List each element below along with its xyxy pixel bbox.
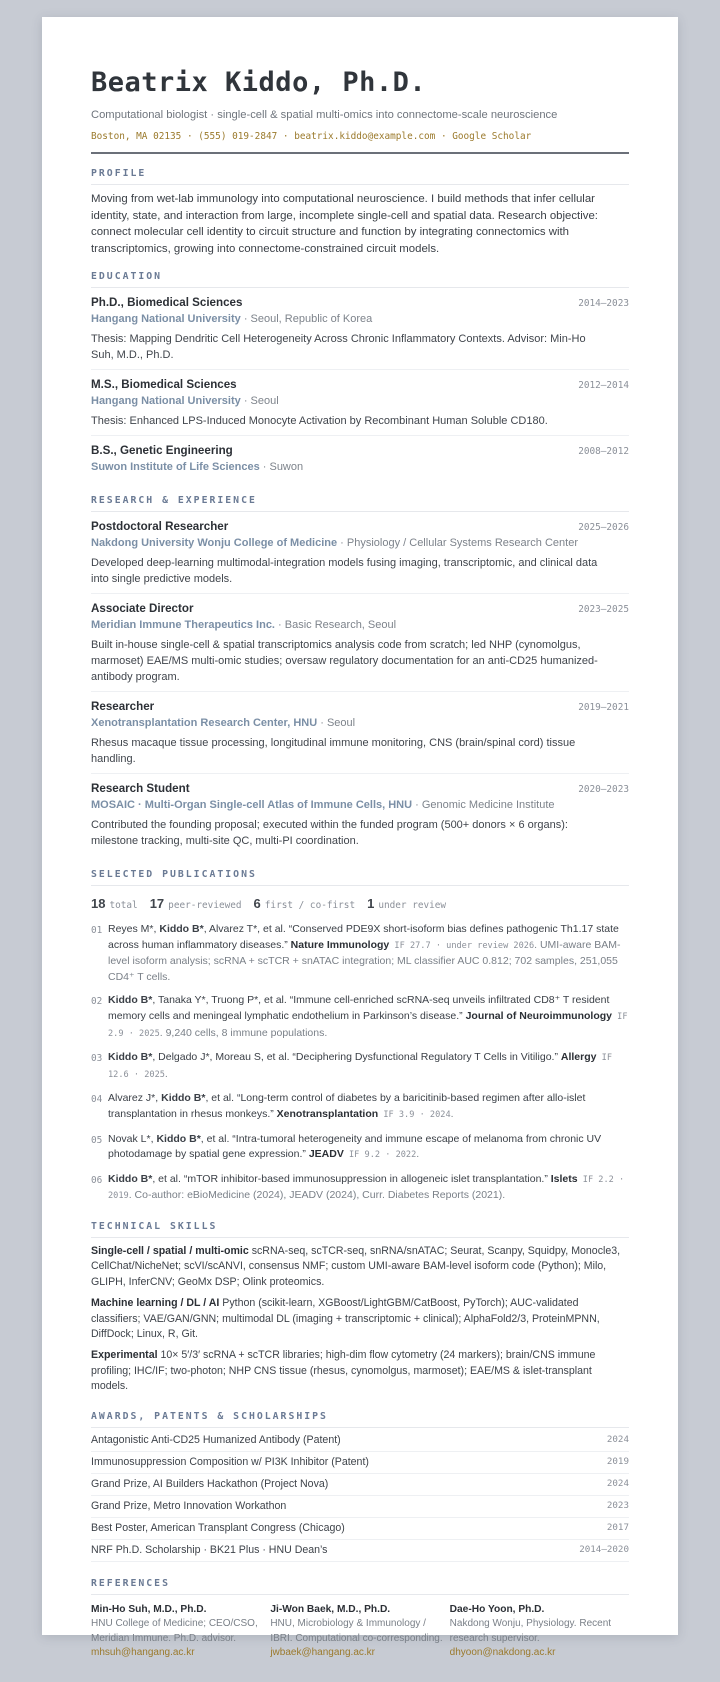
skill-details: scRNA-seq, scTCR-seq, snRNA/snATAC; Seurat, Scanpy, Squidpy, Monocle3, CellChat/NicheNet; scVI/scANVI, consensus NMF; custom UMI-aware BAM-level isoform code (Python); Milo, GLIPH, InferCNV; GeoMx DSP; Olink proteomics. <box>91 1244 621 1288</box>
authors-and-title: , Alvarez T*, et al. “Conserved PDE9X short-isoform bias defines pathogenic Th1.17 state across human inflammatory diseases.” <box>108 923 619 951</box>
reference-list <box>91 1603 629 1661</box>
award-item <box>91 1430 629 1452</box>
stat-label: total <box>109 900 138 911</box>
journal-name: Islets <box>550 1172 578 1185</box>
education-entry <box>91 436 629 481</box>
publication-item <box>91 1050 629 1083</box>
organization-name: Meridian Immune Therapeutics Inc. <box>91 619 275 631</box>
journal-name: Nature Immunology <box>290 938 390 951</box>
section-heading-skills: TECHNICAL SKILLS <box>91 1221 629 1238</box>
publication-notes: . <box>416 1148 420 1161</box>
award-list <box>91 1430 629 1562</box>
award-year: 2019 <box>606 1455 629 1467</box>
publication-citation <box>108 922 629 985</box>
author-self: Kiddo B* <box>108 994 153 1007</box>
impact-factor-year: IF 2.2 · 2019 <box>108 1174 625 1202</box>
reference-email-link[interactable]: jwbaek@hangang.ac.kr <box>270 1647 375 1659</box>
entry-date: 2012–2014 <box>578 380 629 391</box>
award-year: 2023 <box>606 1499 629 1511</box>
author-self: Kiddo B* <box>108 1051 153 1064</box>
entry-title: Research Student <box>91 782 190 795</box>
organization-name: Hangang National University <box>91 313 241 325</box>
award-name: Grand Prize, Metro Innovation Workathon <box>91 1499 287 1512</box>
entry-description: Rhesus macaque tissue processing, longitudinal immune monitoring, CNS (brain/spinal cord) tissue handling. <box>91 737 576 765</box>
reference-affiliation: Nakdong Wonju, Physiology. Recent research supervisor. <box>449 1618 612 1644</box>
publication-item <box>91 1172 629 1205</box>
impact-factor-year: IF 27.7 · under review 2026 <box>389 940 535 951</box>
award-name: NRF Ph.D. Scholarship · BK21 Plus · HNU Dean’s <box>91 1543 328 1556</box>
publication-stats <box>91 896 629 914</box>
organization-name: Hangang National University <box>91 395 241 407</box>
skill-category: Single-cell / spatial / multi-omic <box>91 1244 249 1257</box>
entry-title: B.S., Genetic Engineering <box>91 444 233 457</box>
contact-line: Boston, MA 02135 · (555) 019-2847 · beatrix.kiddo@example.com · Google Scholar <box>91 131 532 142</box>
award-year: 2024 <box>606 1433 629 1445</box>
award-name: Grand Prize, AI Builders Hackathon (Project Nova) <box>91 1477 329 1490</box>
entry-description: Built in-house single-cell & spatial transcriptomics analysis code from scratch; led NHP (cynomolgus, marmoset) EAE/MS multi-omic studies; oversaw regulatory documentation for an anti-CD25 humanized-antibody program. <box>91 639 598 683</box>
section-heading-experience: RESEARCH & EXPERIENCE <box>91 495 629 512</box>
section-heading-education: EDUCATION <box>91 271 629 288</box>
award-item <box>91 1540 629 1562</box>
publication-notes: . 9,240 cells, 8 immune populations. <box>159 1026 328 1039</box>
section-heading-awards: AWARDS, PATENTS & SCHOLARSHIPS <box>91 1411 629 1428</box>
publication-citation <box>108 993 629 1042</box>
publication-item <box>91 922 629 985</box>
section-heading-references: REFERENCES <box>91 1578 629 1595</box>
award-name: Immunosuppression Composition w/ PI3K Inhibitor (Patent) <box>91 1455 369 1468</box>
reference-name: Min-Ho Suh, M.D., Ph.D. <box>91 1603 207 1615</box>
education-entry <box>91 288 629 370</box>
stat-label: first / co-first <box>264 900 356 911</box>
reference-name: Dae-Ho Yoon, Ph.D. <box>449 1603 545 1615</box>
reference-email-link[interactable]: dhyoon@nakdong.ac.kr <box>449 1647 556 1659</box>
award-year: 2017 <box>606 1521 629 1533</box>
authors-and-title: , Tanaka Y*, Truong P*, et al. “Immune cell-enriched scRNA-seq unveils infiltrated CD8⁺ T resident memory cells and meningeal lymphatic endothelium in Parkinson’s disease.” <box>108 994 610 1022</box>
reference-name: Ji-Won Baek, M.D., Ph.D. <box>270 1603 391 1615</box>
section-heading-publications: SELECTED PUBLICATIONS <box>91 869 629 886</box>
section-heading-profile: PROFILE <box>91 168 629 185</box>
skill-list <box>91 1244 629 1395</box>
publication-citation <box>108 1050 629 1083</box>
entry-date: 2020–2023 <box>578 784 629 795</box>
entry-organization <box>91 394 629 409</box>
skill-details: Python (scikit-learn, XGBoost/LightGBM/CatBoost, PyTorch); AUC-validated classifiers; VAE/GAN/GNN; multimodal DL (imaging + transcriptomic + clinical); AlphaFold2/3, ProteinMPNN, DiffDock; Linux, R, Git. <box>91 1297 600 1340</box>
entry-date: 2023–2025 <box>578 604 629 615</box>
experience-entry <box>91 594 629 692</box>
publication-index: 03 <box>91 1053 103 1065</box>
journal-name: Allergy <box>560 1051 597 1064</box>
publication-citation <box>108 1172 629 1205</box>
organization-location: · Seoul, Republic of Korea <box>240 313 373 325</box>
award-year: 2014–2020 <box>579 1543 629 1555</box>
reference-affiliation: HNU College of Medicine; CEO/CSO, Meridian Immune. Ph.D. advisor. <box>91 1618 258 1644</box>
publication-index: 02 <box>91 996 103 1008</box>
entry-title: Postdoctoral Researcher <box>91 520 229 533</box>
entry-organization <box>91 716 629 731</box>
stat-count: 6 <box>253 896 261 911</box>
authors-and-title: , et al. “mTOR inhibitor-based immunosuppression in allogeneic islet transplantation.” <box>152 1172 551 1185</box>
reference-card <box>91 1603 270 1661</box>
entry-organization <box>91 536 629 551</box>
publication-citation <box>108 1132 629 1164</box>
reference-card <box>270 1603 449 1661</box>
publication-notes: . <box>164 1067 168 1080</box>
authors-and-title: , et al. “Intra-tumoral heterogeneity and immune escape of melanoma from chronic UV photodamage by spatial gene expression.” <box>108 1132 602 1161</box>
stat-label: peer-reviewed <box>168 900 242 911</box>
skill-category: Experimental <box>91 1349 158 1362</box>
impact-factor-year: IF 3.9 · 2024 <box>378 1109 451 1120</box>
award-name: Antagonistic Anti-CD25 Humanized Antibody (Patent) <box>91 1433 341 1446</box>
author-self: Kiddo B* <box>108 1172 153 1185</box>
journal-name: Xenotransplantation <box>276 1107 379 1120</box>
organization-name: Xenotransplantation Research Center, HNU <box>91 717 318 729</box>
experience-entry <box>91 692 629 774</box>
author-self: Kiddo B* <box>159 923 204 935</box>
skill-details: 10× 5′/3′ scRNA + scTCR libraries; high-dim flow cytometry (24 markers); brain/CNS immune profiling; IHC/IF; two-photon; NHP CNS tissue (rhesus, cynomolgus, marmoset); EAE/MS & islet-transplant models. <box>91 1349 596 1393</box>
authors-and-title: , et al. “Long-term control of diabetes by a baricitinib-based regimen after allo-islet transplantation in rhesus monkeys.” <box>108 1092 586 1120</box>
entry-title: Associate Director <box>91 602 194 615</box>
entry-date: 2008–2012 <box>578 446 629 457</box>
award-item <box>91 1518 629 1540</box>
impact-factor-year: IF 2.9 · 2025 <box>108 1011 628 1039</box>
publication-notes: . UMI-aware BAM-level isoform analysis; scRNA + scTCR + snATAC integration; ML classifier AUC 0.812; 702 samples, 251,055 CD4⁺ T cells. <box>108 938 621 983</box>
award-item <box>91 1496 629 1518</box>
entry-description: Developed deep-learning multimodal-integration models fusing imaging, transcriptomic, and clinical data into single predictive models. <box>91 557 598 585</box>
author-self: Kiddo B* <box>156 1132 201 1145</box>
experience-entry <box>91 512 629 594</box>
entry-description: Contributed the founding proposal; executed within the funded program (500+ donors × 6 organs): milestone tracking, multi-site QC, multi-PI coordination. <box>91 819 568 847</box>
authors-and-title: , Delgado J*, Moreau S, et al. “Deciphering Dysfunctional Regulatory T Cells in Vitiligo.” <box>152 1051 561 1064</box>
journal-name: JEADV <box>308 1148 344 1161</box>
stat-label: under review <box>378 900 447 911</box>
skill-group <box>91 1348 629 1394</box>
authors-before: Novak L*, <box>108 1132 157 1145</box>
publication-notes: . <box>450 1107 454 1120</box>
publication-index: 01 <box>91 925 103 936</box>
publication-index: 05 <box>91 1134 103 1146</box>
entry-title: M.S., Biomedical Sciences <box>91 378 237 391</box>
profile-text: Moving from wet-lab immunology into computational neuroscience. I build methods that infer cellular identity, state, and interaction from large, incomplete single-cell and spatial data. Research objective: connect molecular cell identity to circuit structure and function by integrating connectomics with transcriptomics, growing into connectome-constrained circuit models. <box>91 193 598 255</box>
skill-group <box>91 1244 629 1290</box>
publication-item <box>91 993 629 1042</box>
stat-count: 17 <box>149 896 165 911</box>
award-name: Best Poster, American Transplant Congress (Chicago) <box>91 1521 345 1534</box>
entry-description: Thesis: Enhanced LPS-Induced Monocyte Activation by Recombinant Human Soluble CD180. <box>91 415 548 427</box>
award-item <box>91 1474 629 1496</box>
publication-index: 06 <box>91 1174 103 1186</box>
skill-category: Machine learning / DL / AI <box>91 1297 220 1310</box>
experience-entry <box>91 774 629 855</box>
entry-title: Ph.D., Biomedical Sciences <box>91 296 243 309</box>
impact-factor-year: IF 12.6 · 2025 <box>108 1053 612 1080</box>
entry-organization <box>91 618 629 633</box>
entry-date: 2019–2021 <box>578 702 629 713</box>
header-rule <box>91 152 629 154</box>
organization-name: MOSAIC · Multi-Organ Single-cell Atlas of Immune Cells, HNU <box>91 799 413 811</box>
entry-title: Researcher <box>91 700 155 713</box>
publication-citation <box>108 1091 629 1123</box>
skill-group <box>91 1296 629 1342</box>
publication-notes: . Co-author: eBioMedicine (2024), JEADV (2024), Curr. Diabetes Reports (2021). <box>128 1189 506 1202</box>
entry-description: Thesis: Mapping Dendritic Cell Heterogeneity Across Chronic Inflammatory Contexts. Advisor: Min-Ho Suh, M.D., Ph.D. <box>91 333 586 361</box>
education-entry <box>91 370 629 436</box>
entry-date: 2025–2026 <box>578 522 629 533</box>
entry-organization <box>91 460 629 475</box>
reference-card <box>450 1603 629 1661</box>
publication-item <box>91 1132 629 1164</box>
organization-name: Nakdong University Wonju College of Medicine <box>91 537 338 549</box>
author-self: Kiddo B* <box>161 1092 206 1105</box>
reference-affiliation: HNU, Microbiology & Immunology / IBRI. Computational co-corresponding. <box>270 1618 443 1644</box>
education-list <box>91 288 629 481</box>
entry-organization <box>91 798 629 813</box>
authors-before: Alvarez J*, <box>108 1092 162 1105</box>
entry-date: 2014–2023 <box>578 298 629 309</box>
tagline: Computational biologist · single-cell & spatial multi-omics into connectome-scale neuroscience <box>91 109 558 121</box>
publication-index: 04 <box>91 1094 103 1106</box>
organization-location: · Suwon <box>259 461 304 473</box>
organization-name: Suwon Institute of Life Sciences <box>91 461 260 473</box>
award-year: 2024 <box>606 1477 629 1489</box>
impact-factor-year: IF 9.2 · 2022 <box>343 1150 417 1161</box>
organization-location: · Genomic Medicine Institute <box>412 799 555 811</box>
stat-count: 1 <box>367 896 375 911</box>
experience-list <box>91 512 629 855</box>
organization-location: · Basic Research, Seoul <box>275 619 397 631</box>
stat-count: 18 <box>91 896 106 911</box>
publication-list <box>91 922 629 1205</box>
publication-item <box>91 1091 629 1123</box>
reference-email-link[interactable]: mhsuh@hangang.ac.kr <box>91 1647 195 1659</box>
organization-location: · Seoul <box>317 717 356 729</box>
authors-before: Reyes M*, <box>108 923 160 935</box>
organization-location: · Seoul <box>240 395 279 407</box>
organization-location: · Physiology / Cellular Systems Research Center <box>337 537 578 549</box>
entry-organization <box>91 312 629 327</box>
candidate-name: Beatrix Kiddo, Ph.D. <box>91 67 427 98</box>
award-item <box>91 1452 629 1474</box>
resume-page <box>42 17 678 1659</box>
journal-name: Journal of Neuroimmunology <box>465 1009 612 1022</box>
